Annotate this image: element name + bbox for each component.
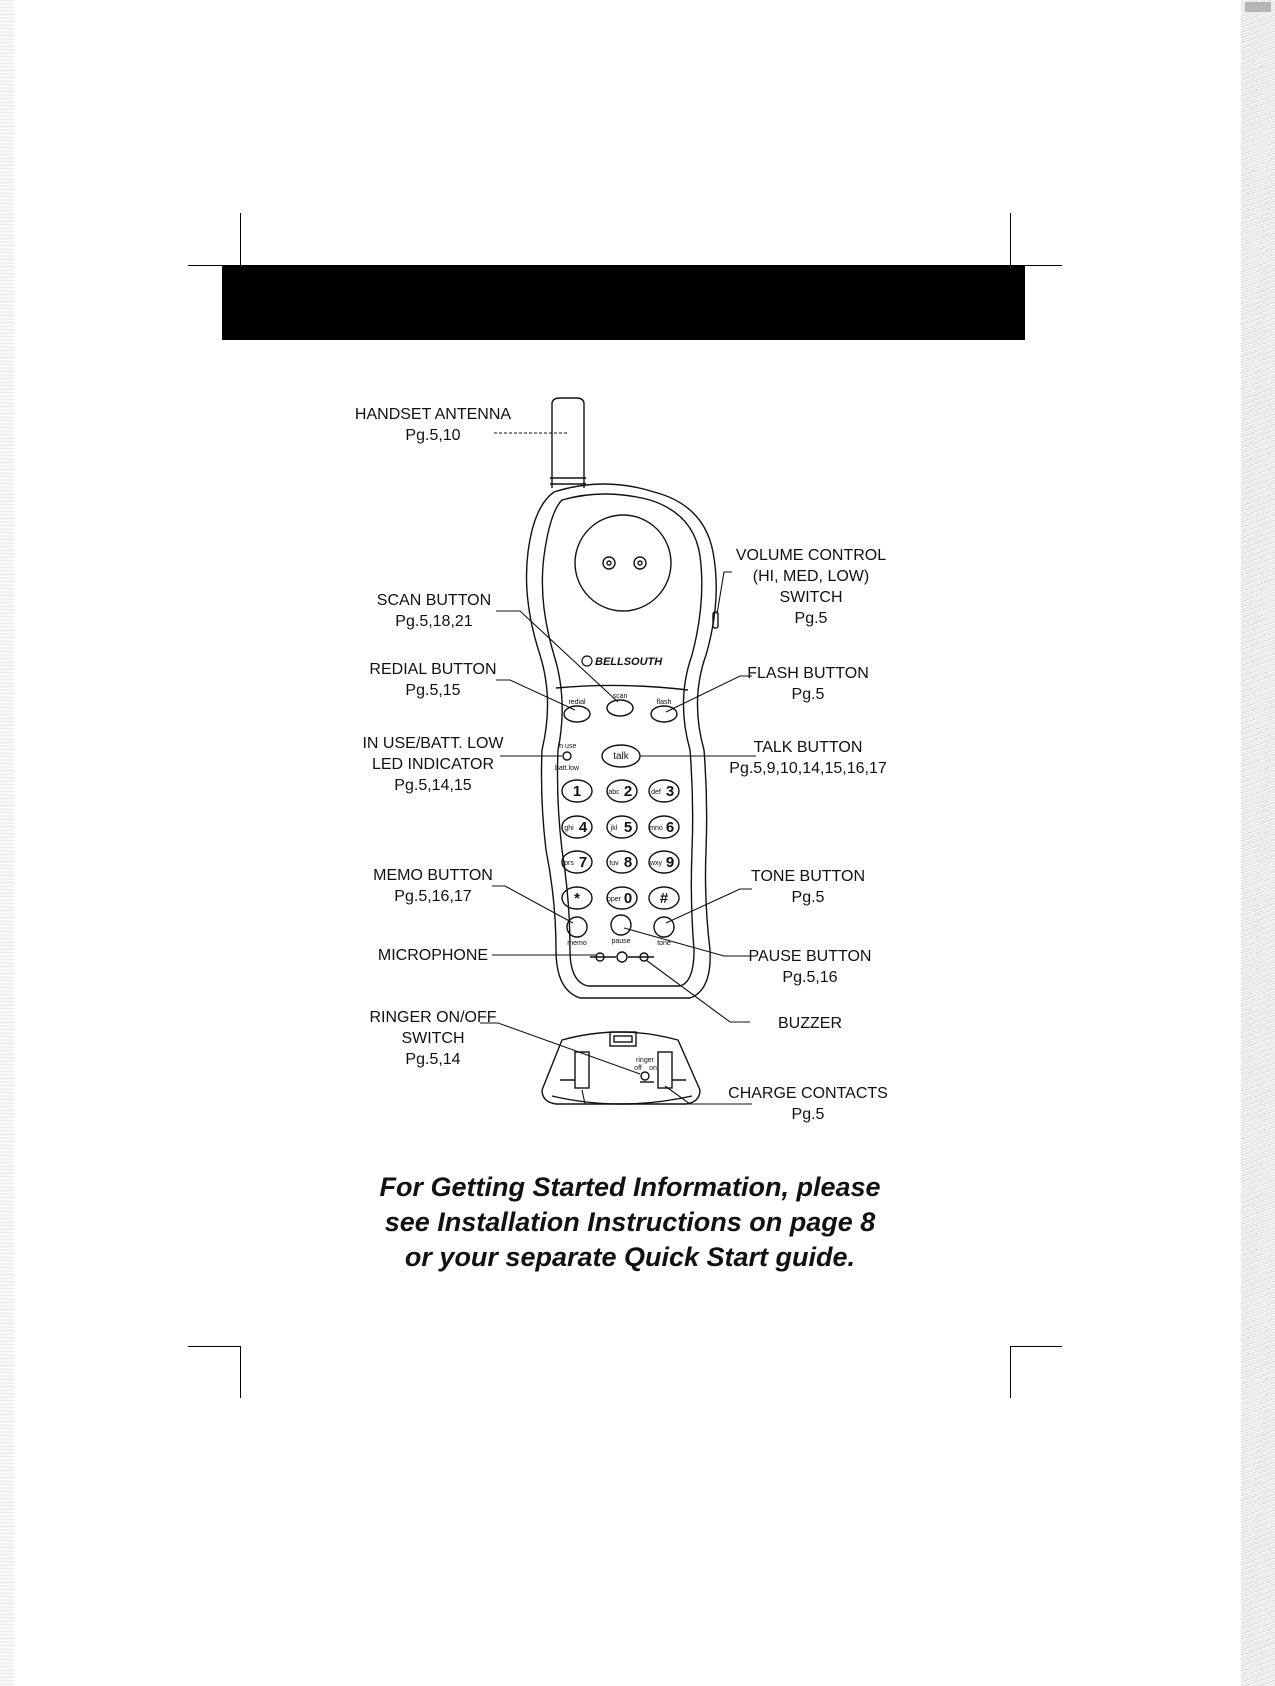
handset-antenna-label: HANDSET ANTENNA — [354, 406, 512, 423]
keypad-key — [649, 816, 679, 838]
charge-contacts-label: CHARGE CONTACTS — [728, 1085, 888, 1102]
keypad-key-letters: oper — [606, 896, 622, 903]
microphone-label: MICROPHONE — [377, 947, 489, 964]
talk-key-label: talk — [613, 751, 629, 762]
keypad-key-letters: def — [651, 789, 661, 796]
talk-button-label: TALK BUTTON — [753, 739, 863, 756]
volume-control-label: (HI, MED, LOW) — [752, 568, 870, 585]
keypad-key-digit: 5 — [623, 819, 633, 836]
getting-started-line-2: see Installation Instructions on page 8 — [384, 1207, 876, 1237]
center-hole — [617, 952, 627, 962]
volume-control-label: SWITCH — [779, 589, 843, 606]
faceplate-line — [556, 685, 688, 690]
pause-key-label: pause — [611, 938, 631, 945]
handset-antenna-label: Pg.5,10 — [405, 427, 461, 444]
flash-button-label: Pg.5 — [791, 686, 825, 703]
keypad-key — [562, 816, 592, 838]
keypad-key — [649, 851, 679, 873]
leader-buzzer — [646, 960, 750, 1022]
scan-button-label: SCAN BUTTON — [376, 592, 492, 609]
flash-key-label: flash — [656, 699, 672, 706]
talk-button-label: Pg.5,9,10,14,15,16,17 — [729, 760, 887, 777]
memo-button-label: Pg.5,16,17 — [394, 888, 472, 905]
keypad-key-digit: 8 — [623, 854, 633, 871]
ringer-switch-label: SWITCH — [401, 1030, 465, 1047]
keypad-key — [649, 887, 679, 909]
leader-volume — [717, 572, 732, 614]
keypad-key — [607, 851, 637, 873]
scan-key-label: scan — [612, 693, 628, 700]
keypad-key-digit: * — [574, 890, 580, 907]
leader-pause — [624, 928, 750, 956]
in-use-led-label: LED INDICATOR — [371, 756, 495, 773]
keypad-key — [607, 887, 637, 909]
keypad — [562, 780, 679, 909]
handset-base-view — [542, 1032, 700, 1104]
keypad-key-digit: 0 — [623, 890, 633, 907]
getting-started-note — [300, 1170, 960, 1275]
keypad-key-digit: 4 — [578, 819, 588, 836]
keypad-key-digit: 3 — [665, 783, 675, 800]
brand-logo-icon — [582, 656, 592, 666]
keypad-key — [562, 887, 592, 909]
keypad-key-letters: abc — [608, 789, 620, 796]
keypad-key-digit: 9 — [665, 854, 675, 871]
earpiece — [575, 515, 671, 611]
scan-button-label: Pg.5,18,21 — [395, 613, 473, 630]
keypad-key-letters: prs — [564, 860, 574, 867]
tone-key-label: tone — [657, 940, 671, 947]
memo-key-label: memo — [567, 940, 587, 947]
keypad-key-digit: 6 — [665, 819, 675, 836]
ringer-switch-label: Pg.5,14 — [405, 1051, 461, 1068]
getting-started-line-1: For Getting Started Information, please — [379, 1172, 881, 1202]
handset-inner-outline — [542, 494, 701, 986]
leader-tone — [666, 889, 752, 923]
keypad-key — [562, 780, 592, 802]
charge-contacts-label: Pg.5 — [791, 1106, 825, 1123]
redial-button-label: REDIAL BUTTON — [369, 661, 497, 678]
keypad-key-letters: jkl — [610, 825, 618, 832]
keypad-key — [607, 816, 637, 838]
buzzer-label: BUZZER — [778, 1015, 842, 1032]
keypad-key-digit: # — [659, 890, 669, 907]
ringer-off-label: off — [634, 1065, 642, 1072]
redial-key — [564, 706, 590, 722]
tone-button-label: TONE BUTTON — [750, 868, 866, 885]
volume-control-label: VOLUME CONTROL — [735, 547, 887, 564]
tone-key — [654, 917, 674, 937]
ringer-label: ringer — [636, 1057, 654, 1064]
pause-button-label: PAUSE BUTTON — [748, 948, 872, 965]
brand-logo-text: BELLSOUTH — [595, 656, 663, 668]
keypad-key-letters: wxy — [649, 860, 663, 867]
tone-button-label: Pg.5 — [791, 889, 825, 906]
keypad-key-digit: 1 — [572, 783, 582, 800]
scan-key — [607, 700, 633, 716]
keypad-key-letters: ghi — [564, 825, 574, 832]
leader-flash — [666, 676, 752, 712]
memo-button-label: MEMO BUTTON — [373, 867, 493, 884]
keypad-key — [562, 851, 592, 873]
volume-control-label: Pg.5 — [794, 610, 828, 627]
keypad-key-digit: 7 — [578, 854, 588, 871]
in-use-led-label: Pg.5,14,15 — [394, 777, 472, 794]
getting-started-line-3: or your separate Quick Start guide. — [404, 1242, 856, 1272]
keypad-key — [649, 780, 679, 802]
leader-memo — [492, 886, 573, 923]
pause-key — [611, 915, 631, 935]
keypad-key — [607, 780, 637, 802]
leader-redial — [496, 680, 575, 710]
keypad-key-digit: 2 — [623, 783, 633, 800]
ringer-on-label: on — [649, 1065, 657, 1072]
redial-key-label: redial — [568, 699, 586, 706]
flash-button-label: FLASH BUTTON — [747, 665, 869, 682]
led-label-batt-low: batt.low — [554, 765, 580, 772]
led-label-in-use: in use — [557, 743, 577, 750]
keypad-key-letters: tuv — [609, 860, 619, 867]
keypad-key-letters: mno — [649, 825, 663, 832]
in-use-led — [563, 752, 571, 760]
callout-labels — [355, 406, 888, 1123]
ringer-switch-label: RINGER ON/OFF — [369, 1009, 497, 1026]
antenna — [550, 398, 586, 488]
pause-button-label: Pg.5,16 — [782, 969, 838, 986]
leader-ringer — [480, 1023, 640, 1074]
redial-button-label: Pg.5,15 — [405, 682, 461, 699]
in-use-led-label: IN USE/BATT. LOW — [362, 735, 504, 752]
